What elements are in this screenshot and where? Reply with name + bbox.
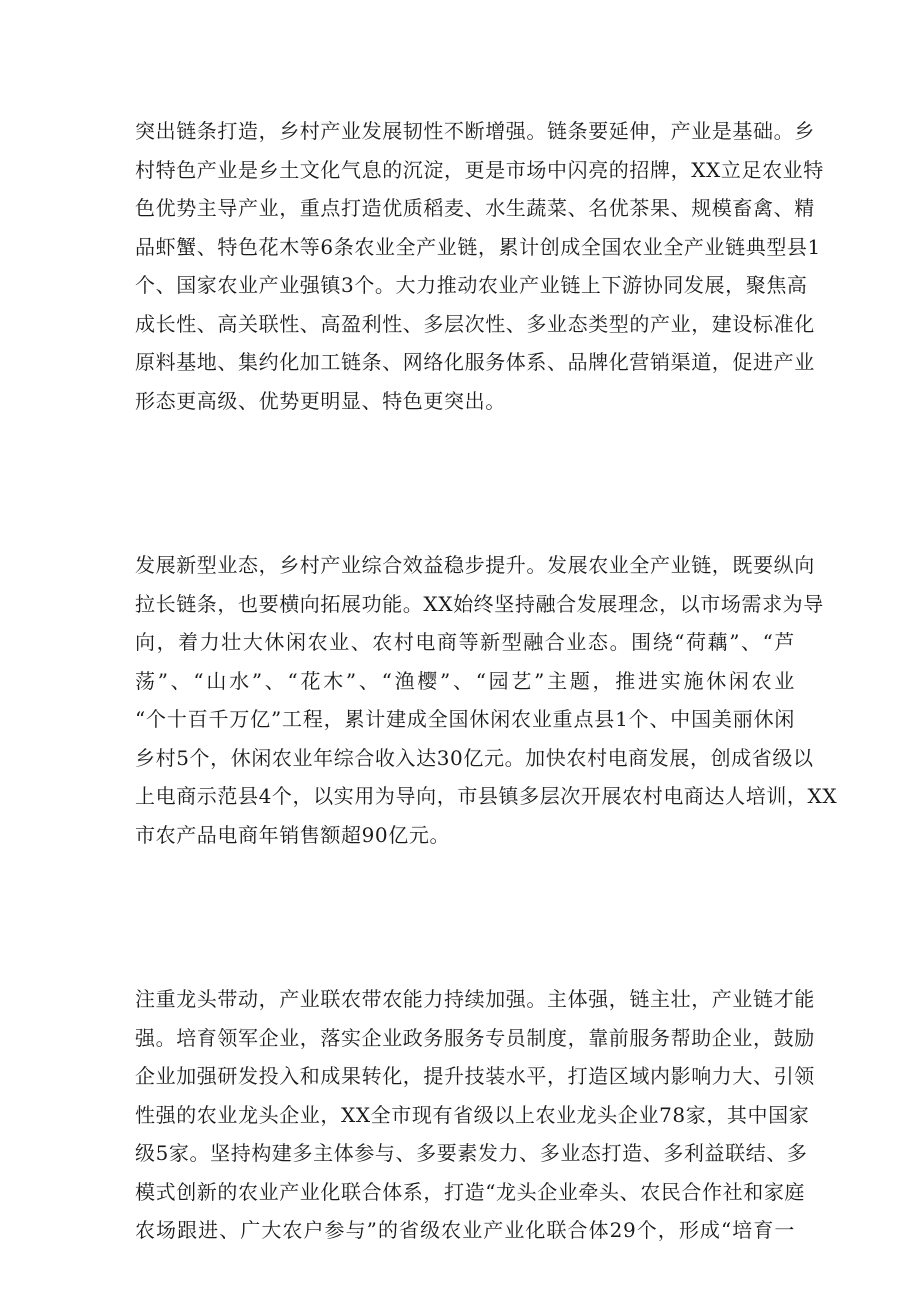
text-line: 农场跟进、广大农户参与”的省级农业产业化联合体29个，形成“培育一 <box>135 1218 795 1242</box>
paragraph-industry-chain <box>135 112 824 420</box>
text-line: 成长性、高关联性、高盈利性、多层次性、多业态类型的产业，建设标准化 <box>135 311 815 336</box>
text-line: 个、国家农业产业强镇3个。大力推动农业产业链上下游协同发展，聚焦高 <box>135 273 808 297</box>
text-line: 突出链条打造，乡村产业发展韧性不断增强。链条要延伸，产业是基础。乡 <box>135 119 815 143</box>
text-line: 强。培育领军企业，落实企业政务服务专员制度，靠前服务帮助企业，鼓励 <box>135 1025 815 1050</box>
text-line: 乡村5个，休闲农业年综合收入达30亿元。加快农村电商发展，创成省级以 <box>135 745 814 770</box>
text-line: 形态更高级、优势更明显、特色更突出。 <box>135 388 506 413</box>
text-line: 色优势主导产业，重点打造优质稻麦、水生蔬菜、名优茶果、规模畜禽、精 <box>135 196 815 220</box>
text-line: 性强的农业龙头企业，XX全市现有省级以上农业龙头企业78家，其中国家 <box>135 1102 810 1127</box>
paragraph-leading-enterprises <box>135 980 815 1250</box>
text-line: 原料基地、集约化加工链条、网络化服务体系、品牌化营销渠道，促进产业 <box>135 350 815 374</box>
text-line: 市农产品电商年销售额超90亿元。 <box>135 822 451 847</box>
text-line: 模式创新的农业产业化联合体系，打造“龙头企业牵头、农民合作社和家庭 <box>135 1179 806 1204</box>
text-line: 品虾蟹、特色花木等6条农业全产业链，累计创成全国农业全产业链典型县1 <box>135 234 821 259</box>
text-line: 拉长链条，也要横向拓展功能。XX始终坚持融合发展理念，以市场需求为导 <box>135 591 824 616</box>
text-line: 企业加强研发投入和成果转化，提升技装水平，打造区域内影响力大、引领 <box>135 1064 815 1088</box>
text-line: 村特色产业是乡土文化气息的沉淀，更是市场中闪亮的招牌，XX立足农业特 <box>135 157 824 182</box>
text-line: 荡”、“山水”、“花木”、“渔樱”、“园艺”主题，推进实施休闲农业 <box>135 668 795 693</box>
text-line: 级5家。坚持构建多主体参与、多要素发力、多业态打造、多利益联结、多 <box>135 1141 808 1165</box>
text-line: 发展新型业态，乡村产业综合效益稳步提升。发展农业全产业链，既要纵向 <box>135 553 815 577</box>
paragraph-new-business-forms <box>135 546 838 854</box>
text-line: 上电商示范县4个，以实用为导向，市县镇多层次开展农村电商达人培训，XX <box>135 784 838 808</box>
text-line: 向，着力壮大休闲农业、农村电商等新型融合业态。围绕“荷藕”、“芦 <box>135 630 795 654</box>
text-line: 注重龙头带动，产业联农带农能力持续加强。主体强，链主壮，产业链才能 <box>135 987 815 1011</box>
text-line: “个十百千万亿”工程，累计建成全国休闲农业重点县1个、中国美丽休闲 <box>135 707 795 731</box>
